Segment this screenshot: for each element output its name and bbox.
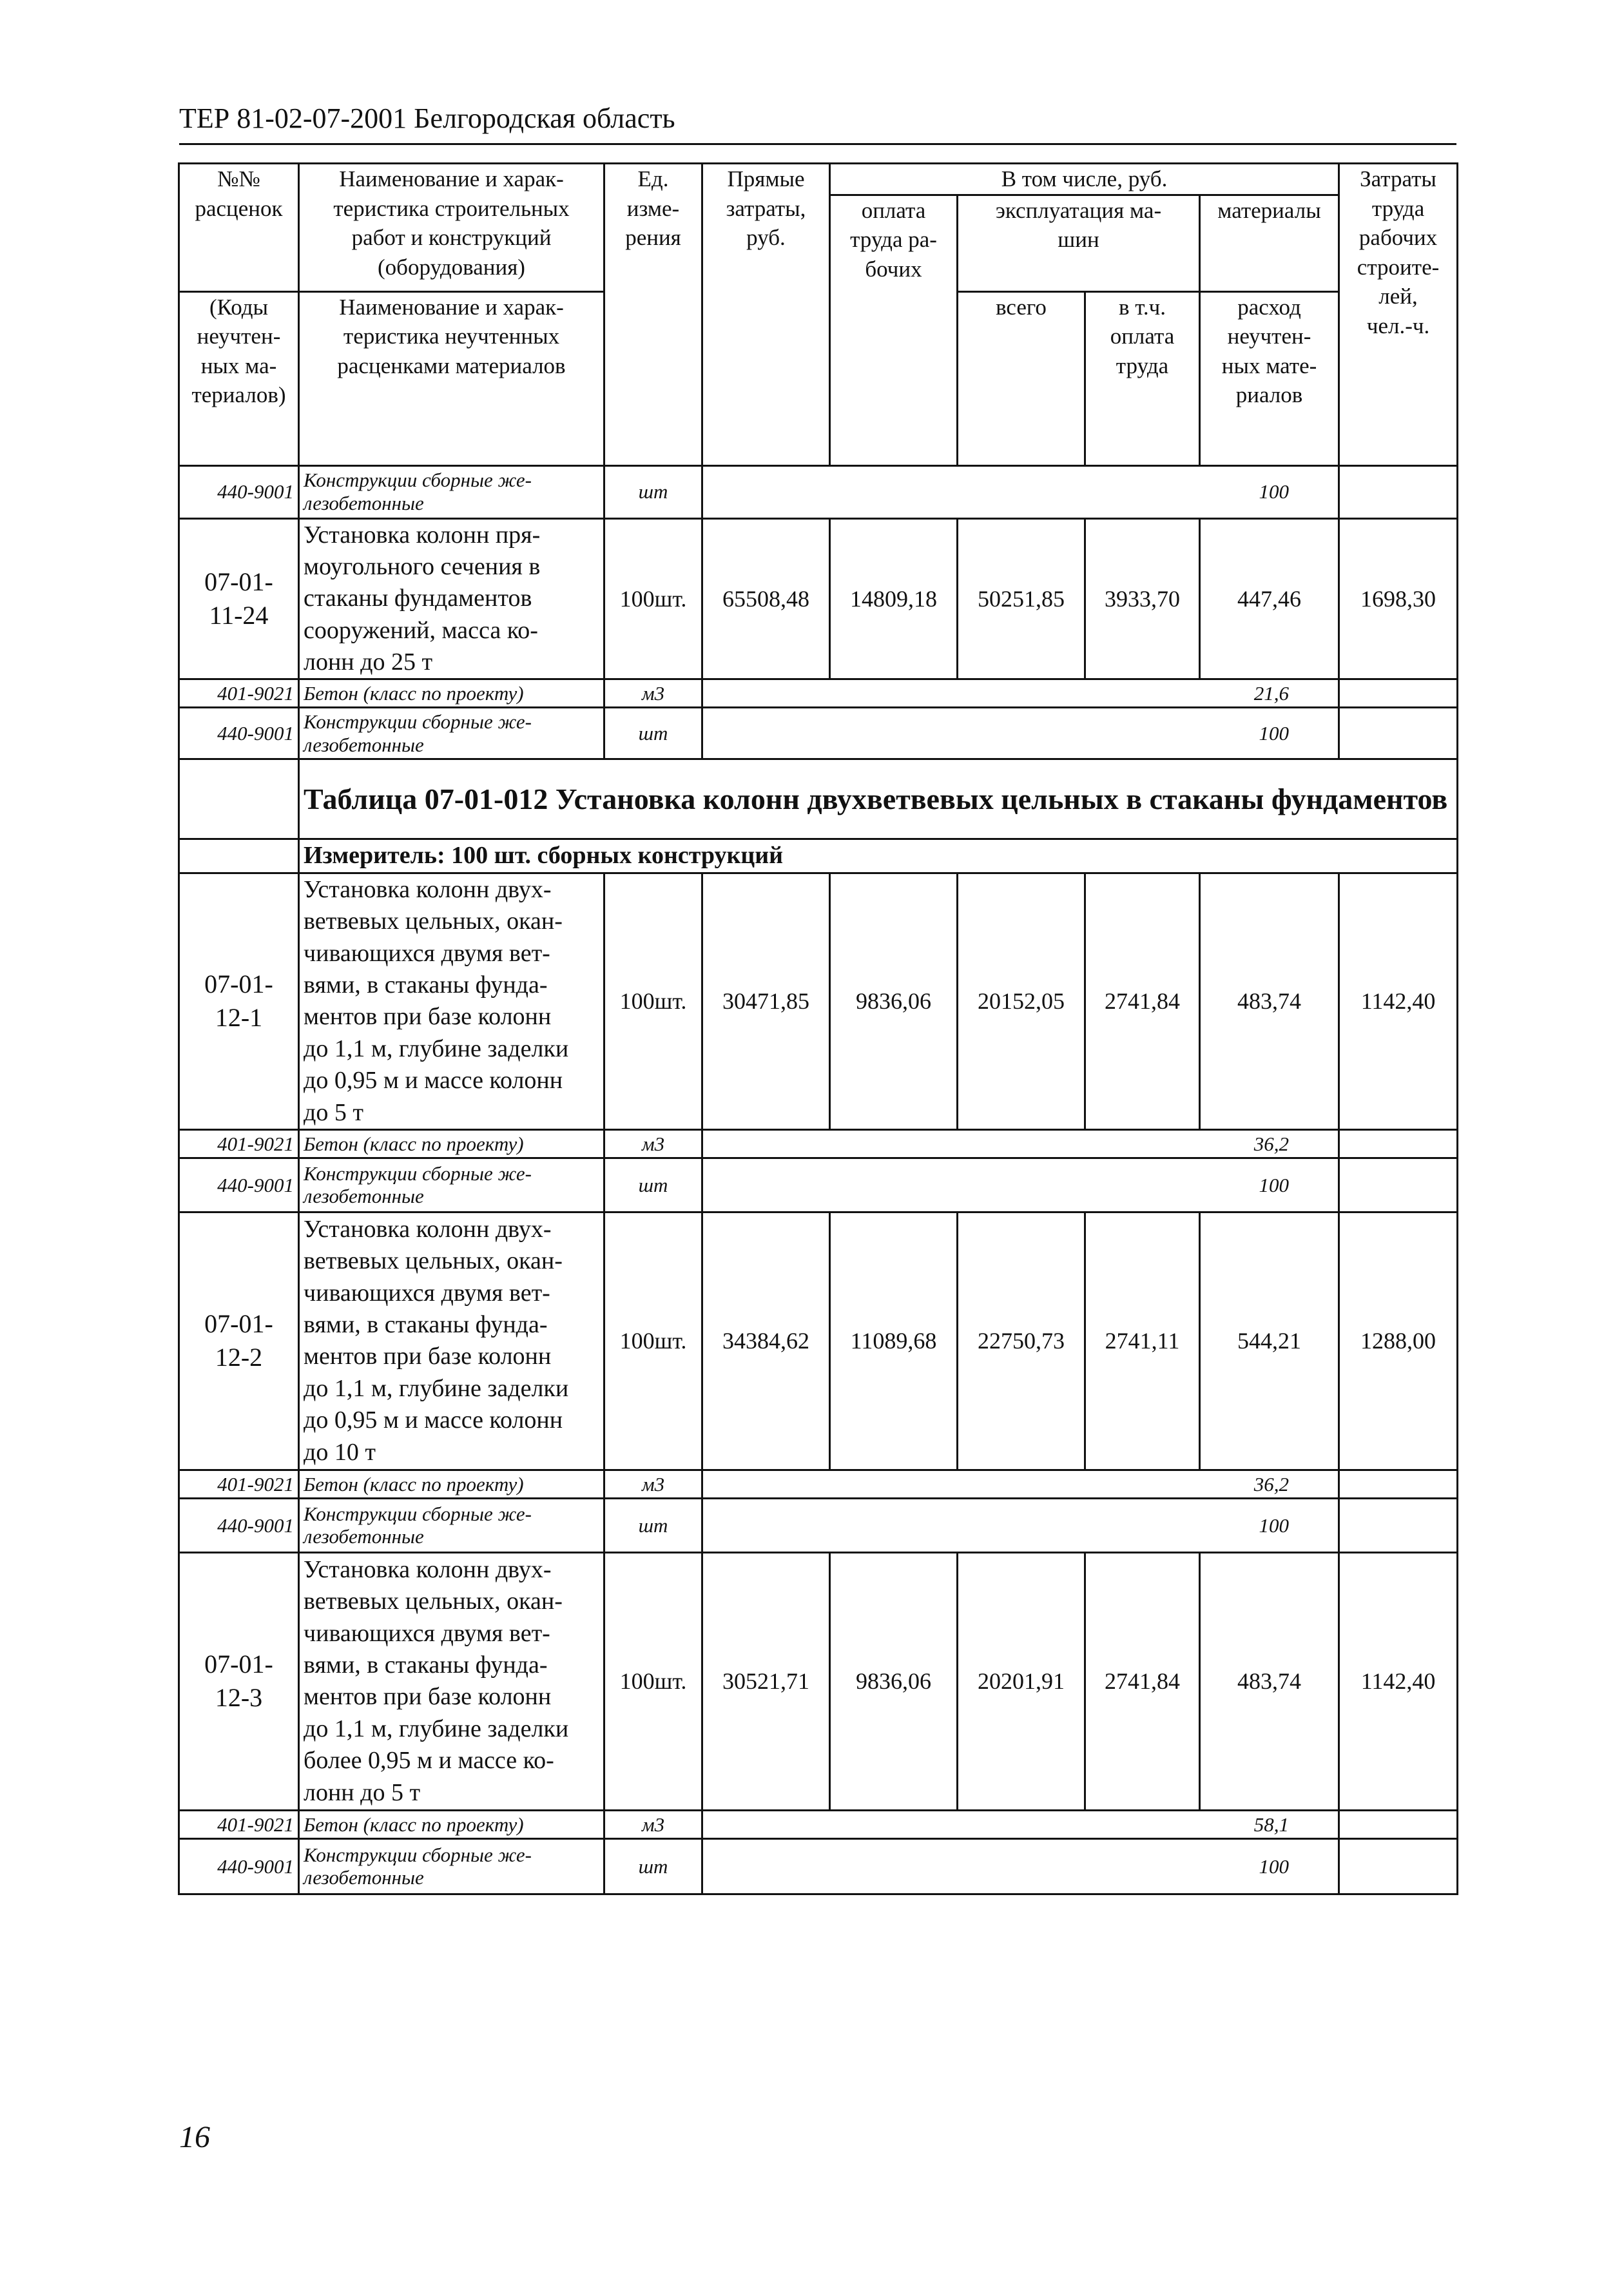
row-qty: 100 [702, 465, 1339, 518]
row-unit: м3 [604, 1810, 702, 1838]
table-measure-row [179, 839, 1458, 873]
table-title: Таблица 07-01-012 Установка колонн двухветвевых цельных в стаканы фундаментов [299, 759, 1458, 839]
col-name-alt-header: Наименование и харак- теристика неучтенных расценками материалов [299, 291, 604, 465]
row-unit: 100шт. [604, 1552, 702, 1810]
row-wages: 9836,06 [830, 1552, 958, 1810]
row-direct: 30521,71 [702, 1552, 830, 1810]
col-machines-wages-header: в т.ч. оплата труда [1085, 291, 1200, 465]
row-unit: м3 [604, 679, 702, 708]
document-header: ТЕР 81-02-07-2001 Белгородская область [179, 102, 675, 134]
row-unit: шт [604, 1838, 702, 1894]
row-unit: 100шт. [604, 873, 702, 1129]
row-labor: 1288,00 [1339, 1212, 1458, 1470]
table-row [179, 1158, 1458, 1212]
col-code-alt-header: (Коды неучтен- ных ма- териалов) [179, 291, 299, 465]
row-name: Конструкции сборные же- лезобетонные [299, 465, 604, 518]
table-title-row [179, 759, 1458, 839]
row-name: Установка колонн двух- ветвевых цельных, окан- чивающихся двумя вет- вями, в стаканы фунда- ментов при базе колонн до 1,1 м, глубине заделки до 0,95 м и массе колонн до 5 т [299, 873, 604, 1129]
row-machines-wages: 2741,84 [1085, 1552, 1200, 1810]
table-row [179, 708, 1458, 759]
table-row [179, 518, 1458, 679]
row-empty [1339, 679, 1458, 708]
row-materials: 483,74 [1200, 873, 1339, 1129]
row-labor: 1698,30 [1339, 518, 1458, 679]
row-code: 440-9001 [179, 1158, 299, 1212]
row-name: Конструкции сборные же- лезобетонные [299, 1158, 604, 1212]
table-row [179, 1212, 1458, 1470]
row-qty: 100 [702, 1158, 1339, 1212]
row-code: 440-9001 [179, 708, 299, 759]
row-empty [179, 759, 299, 839]
rates-table [178, 162, 1458, 1895]
row-empty [1339, 1158, 1458, 1212]
table-row [179, 873, 1458, 1129]
row-unit: шт [604, 708, 702, 759]
header-rule [179, 143, 1456, 145]
row-name: Установка колонн пря- моугольного сечения в стаканы фундаментов сооружений, масса ко- лонн до 25 т [299, 518, 604, 679]
row-unit: шт [604, 1158, 702, 1212]
row-qty: 100 [702, 1498, 1339, 1552]
row-name: Бетон (класс по проекту) [299, 1129, 604, 1158]
table-row [179, 1498, 1458, 1552]
col-code-header: №№ расценок [179, 164, 299, 292]
row-code: 401-9021 [179, 1129, 299, 1158]
row-code: 401-9021 [179, 679, 299, 708]
col-machines-total-header: всего [958, 291, 1085, 465]
row-unit: 100шт. [604, 518, 702, 679]
row-code: 440-9001 [179, 465, 299, 518]
row-unit: шт [604, 1498, 702, 1552]
row-name: Бетон (класс по проекту) [299, 1810, 604, 1838]
row-machines-wages: 2741,84 [1085, 873, 1200, 1129]
row-machines-wages: 2741,11 [1085, 1212, 1200, 1470]
row-qty: 36,2 [702, 1129, 1339, 1158]
row-machines: 22750,73 [958, 1212, 1085, 1470]
row-empty [1339, 1838, 1458, 1894]
row-direct: 30471,85 [702, 873, 830, 1129]
row-empty [1339, 1129, 1458, 1158]
table-row [179, 1470, 1458, 1498]
table-row [179, 1129, 1458, 1158]
row-code: 440-9001 [179, 1498, 299, 1552]
row-empty [1339, 1470, 1458, 1498]
row-materials: 483,74 [1200, 1552, 1339, 1810]
table-row [179, 465, 1458, 518]
row-empty [1339, 708, 1458, 759]
table-row [179, 1552, 1458, 1810]
row-code: 07-01- 11-24 [179, 518, 299, 679]
row-name: Конструкции сборные же- лезобетонные [299, 1498, 604, 1552]
table-row [179, 679, 1458, 708]
page-number: 16 [179, 2120, 210, 2154]
row-machines: 50251,85 [958, 518, 1085, 679]
row-code: 07-01- 12-2 [179, 1212, 299, 1470]
row-wages: 14809,18 [830, 518, 958, 679]
row-machines: 20201,91 [958, 1552, 1085, 1810]
row-materials: 544,21 [1200, 1212, 1339, 1470]
col-including-header: В том числе, руб. [830, 164, 1339, 195]
row-empty [1339, 465, 1458, 518]
row-empty [1339, 1498, 1458, 1552]
col-wages-header: оплата труда ра- бочих [830, 195, 958, 465]
row-wages: 11089,68 [830, 1212, 958, 1470]
row-labor: 1142,40 [1339, 873, 1458, 1129]
row-name: Конструкции сборные же- лезобетонные [299, 1838, 604, 1894]
col-name-header: Наименование и харак- теристика строительных работ и конструкций (оборудования) [299, 164, 604, 292]
table-row [179, 1810, 1458, 1838]
row-unit: м3 [604, 1129, 702, 1158]
row-direct: 34384,62 [702, 1212, 830, 1470]
col-machines-header: эксплуатация ма- шин [958, 195, 1200, 291]
col-materials-alt-header: расход неучтен- ных мате- риалов [1200, 291, 1339, 465]
col-labor-header: Затраты труда рабочих строите- лей, чел.-ч. [1339, 164, 1458, 466]
row-empty [179, 839, 299, 873]
col-materials-header: материалы [1200, 195, 1339, 291]
row-code: 440-9001 [179, 1838, 299, 1894]
row-code: 401-9021 [179, 1810, 299, 1838]
row-direct: 65508,48 [702, 518, 830, 679]
row-name: Установка колонн двух- ветвевых цельных, окан- чивающихся двумя вет- вями, в стаканы фунда- ментов при базе колонн до 1,1 м, глубине заделки более 0,95 м и массе ко- лонн до 5 т [299, 1552, 604, 1810]
row-unit: м3 [604, 1470, 702, 1498]
row-name: Конструкции сборные же- лезобетонные [299, 708, 604, 759]
row-qty: 21,6 [702, 679, 1339, 708]
row-code: 07-01- 12-3 [179, 1552, 299, 1810]
row-machines-wages: 3933,70 [1085, 518, 1200, 679]
table-measure: Измеритель: 100 шт. сборных конструкций [299, 839, 1458, 873]
row-machines: 20152,05 [958, 873, 1085, 1129]
row-qty: 58,1 [702, 1810, 1339, 1838]
row-name: Бетон (класс по проекту) [299, 1470, 604, 1498]
row-name: Установка колонн двух- ветвевых цельных, окан- чивающихся двумя вет- вями, в стаканы фунда- ментов при базе колонн до 1,1 м, глубине заделки до 0,95 м и массе колонн до 10 т [299, 1212, 604, 1470]
row-qty: 100 [702, 708, 1339, 759]
table-row [179, 1838, 1458, 1894]
row-unit: 100шт. [604, 1212, 702, 1470]
row-wages: 9836,06 [830, 873, 958, 1129]
col-direct-header: Прямые затраты, руб. [702, 164, 830, 466]
row-code: 07-01- 12-1 [179, 873, 299, 1129]
row-materials: 447,46 [1200, 518, 1339, 679]
row-unit: шт [604, 465, 702, 518]
row-name: Бетон (класс по проекту) [299, 679, 604, 708]
row-code: 401-9021 [179, 1470, 299, 1498]
row-labor: 1142,40 [1339, 1552, 1458, 1810]
row-qty: 36,2 [702, 1470, 1339, 1498]
col-unit-header: Ед. изме- рения [604, 164, 702, 466]
row-qty: 100 [702, 1838, 1339, 1894]
row-empty [1339, 1810, 1458, 1838]
